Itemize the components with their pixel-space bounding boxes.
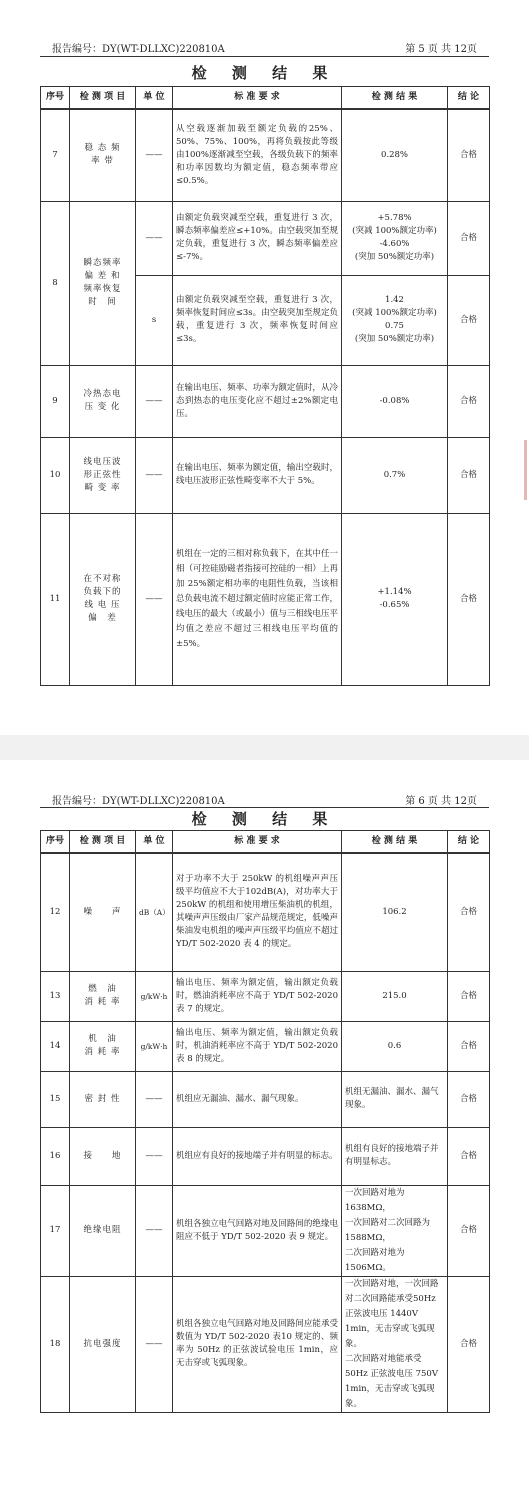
row-conclusion: 合格: [448, 1127, 490, 1185]
row-item: 线电压波 形正弦性 畸 变 率: [70, 437, 136, 513]
table-row: [41, 853, 490, 971]
row-item: 密 封 性: [70, 1071, 136, 1127]
row-item: 机 油 消 耗 率: [70, 1021, 136, 1071]
table-row: [41, 513, 490, 685]
row-result: 0.28%: [342, 109, 448, 201]
row-unit: dB（A）: [136, 853, 173, 971]
header-rule: [40, 56, 489, 57]
row-result: 一次回路对地为1638MΩ， 一次回路对二次回路为 1588MΩ， 二次回路对地为1506MΩ。: [342, 1185, 448, 1276]
row-requirement: 机组各独立电气回路对地及回路间的绝缘电阻应不低于 YD/T 502-2020 表 9 规定。: [173, 1185, 342, 1276]
row-result: +1.14% -0.65%: [342, 513, 448, 685]
col-header-conclusion: 结 论: [448, 87, 490, 110]
row-conclusion: 合格: [448, 1185, 490, 1276]
table-row: [41, 1021, 490, 1071]
table-row: [41, 365, 490, 437]
row-no: 11: [41, 513, 70, 685]
row-conclusion: 合格: [448, 971, 490, 1021]
row-item: 冷热态电 压 变 化: [70, 365, 136, 437]
results-table: [40, 830, 490, 1413]
table-header-row: [41, 831, 490, 854]
row-unit: s: [136, 275, 173, 365]
row-item: 接 地: [70, 1127, 136, 1185]
row-unit: ——: [136, 365, 173, 437]
row-requirement: 在输出电压、频率为额定值，输出空载时，线电压波形正弦性畸变率不大于 5%。: [173, 437, 342, 513]
row-conclusion: 合格: [448, 1276, 490, 1412]
row-requirement: 从空载逐渐加载至额定负载的25%、50%、75%、100%，再将负载按此等级由100%逐渐减至空载，各级负载下的频率和功率因数均为额定值，稳态频率带应≤0.5%。: [173, 109, 342, 201]
row-conclusion: 合格: [448, 853, 490, 971]
row-no: 14: [41, 1021, 70, 1071]
section-title: 检 测 结 果: [191, 64, 338, 82]
row-no: 7: [41, 109, 70, 201]
row-unit: ——: [136, 1071, 173, 1127]
row-item: 燃 油 消 耗 率: [70, 971, 136, 1021]
row-item: 绝缘电阻: [70, 1185, 136, 1276]
row-no: 18: [41, 1276, 70, 1412]
row-no: 8: [41, 201, 70, 365]
report-page-5: [0, 0, 529, 735]
report-number: 报告编号：DY(WT-DLLXC)220810A: [52, 44, 225, 55]
report-number: 报告编号：DY(WT-DLLXC)220810A: [52, 796, 225, 807]
row-result: 0.6: [342, 1021, 448, 1071]
row-item: 噪 声: [70, 853, 136, 971]
row-unit: ——: [136, 513, 173, 685]
col-header-no: 序号: [41, 831, 70, 854]
table-row: [41, 201, 490, 275]
row-conclusion: 合格: [448, 513, 490, 685]
table-row: [41, 1071, 490, 1127]
row-item: 在不对称 负载下的 线 电 压 偏 差: [70, 513, 136, 685]
row-requirement: 输出电压、频率为额定值，输出额定负载时，机油消耗率应不高于 YD/T 502-2020 表 8 的规定。: [173, 1021, 342, 1071]
page-number: 第 5 页 共 12页: [405, 44, 477, 55]
row-no: 16: [41, 1127, 70, 1185]
row-no: 17: [41, 1185, 70, 1276]
table-header-row: [41, 87, 490, 110]
row-result: +5.78% (突减 100%额定功率) -4.60% (突加 50%额定功率): [342, 201, 448, 275]
col-header-item: 检 测 项 目: [70, 831, 136, 854]
row-result: 机组有良好的接地端子并有明显标志。: [342, 1127, 448, 1185]
row-result: 机组无漏油、漏水、漏气现象。: [342, 1071, 448, 1127]
row-unit: ——: [136, 1276, 173, 1412]
page-number: 第 6 页 共 12页: [405, 796, 477, 807]
row-result: 一次回路对地，一次回路对二次回路能承受50Hz 正弦波电压 1440V 1min，无击穿或飞弧现象。 二次回路对地能承受 50Hz 正弦波电压 750V 1min，无击穿或飞弧现象。: [342, 1276, 448, 1412]
row-conclusion: 合格: [448, 1021, 490, 1071]
col-header-item: 检 测 项 目: [70, 87, 136, 110]
row-no: 15: [41, 1071, 70, 1127]
row-requirement: 机组在一定的三相对称负载下，在其中任一相（可控硅励磁者指接可控硅的一相）上再加 25%额定相功率的电阻性负载，当该相总负载电流不超过额定值时应能正常工作，线电压的最大（或最小）值与三相线电压平均值之差应不超过三相线电压平均值的±5%。: [173, 513, 342, 685]
row-requirement: 机组各独立电气回路对地及回路间应能承受数值为 YD/T 502-2020 表10 规定的、频率为 50Hz 的正弦波试验电压 1min，应无击穿或飞弧现象。: [173, 1276, 342, 1412]
row-requirement: 由额定负载突减至空载，重复进行 3 次，瞬态频率偏差应≤+10%。由空载突加至规定负载，重复进行 3 次，瞬态频率偏差应≤-7%。: [173, 201, 342, 275]
scan-edge-mark: [524, 440, 527, 500]
report-page-6: [0, 760, 529, 1500]
col-header-unit: 单 位: [136, 831, 173, 854]
table-row: [41, 971, 490, 1021]
row-result: -0.08%: [342, 365, 448, 437]
row-result: 215.0: [342, 971, 448, 1021]
row-unit: ——: [136, 1185, 173, 1276]
row-conclusion: 合格: [448, 201, 490, 275]
section-title: 检 测 结 果: [191, 810, 338, 828]
col-header-unit: 单 位: [136, 87, 173, 110]
row-no: 13: [41, 971, 70, 1021]
results-table: [40, 86, 490, 686]
row-requirement: 输出电压、频率为额定值，输出额定负载时，燃油消耗率应不高于 YD/T 502-2020 表 7 的规定。: [173, 971, 342, 1021]
row-conclusion: 合格: [448, 275, 490, 365]
col-header-requirement: 标 准 要 求: [173, 87, 342, 110]
row-conclusion: 合格: [448, 365, 490, 437]
row-conclusion: 合格: [448, 1071, 490, 1127]
row-no: 10: [41, 437, 70, 513]
row-unit: g/kW·h: [136, 1021, 173, 1071]
table-row: [41, 1127, 490, 1185]
row-unit: g/kW·h: [136, 971, 173, 1021]
row-result: 0.7%: [342, 437, 448, 513]
row-requirement: 机组应无漏油、漏水、漏气现象。: [173, 1071, 342, 1127]
row-item: 抗电强度: [70, 1276, 136, 1412]
row-requirement: 机组应有良好的接地端子并有明显的标志。: [173, 1127, 342, 1185]
table-row: [41, 109, 490, 201]
row-requirement: 对于功率不大于 250kW 的机组噪声声压级平均值应不大于102dB(A)，对功率大于 250kW 的机组和使用增压柴油机的机组，其噪声声压级由厂家产品规范规定，低噪声柴油发电机组的噪声声压级平均值应不超过 YD/T 502-2020 表 4 的规定。: [173, 853, 342, 971]
col-header-result: 检 测 结 果: [342, 87, 448, 110]
row-unit: ——: [136, 201, 173, 275]
table-row: [41, 1276, 490, 1412]
row-result: 106.2: [342, 853, 448, 971]
row-unit: ——: [136, 1127, 173, 1185]
col-header-requirement: 标 准 要 求: [173, 831, 342, 854]
row-unit: ——: [136, 109, 173, 201]
row-item: 稳 态 频 率 带: [70, 109, 136, 201]
table-row: [41, 1185, 490, 1276]
row-requirement: 在输出电压、频率、功率为额定值时，从冷态到热态的电压变化应不超过±2%额定电压。: [173, 365, 342, 437]
col-header-conclusion: 结 论: [448, 831, 490, 854]
row-no: 12: [41, 853, 70, 971]
row-unit: ——: [136, 437, 173, 513]
row-item: 瞬态频率 偏 差 和 频率恢复 时 间: [70, 201, 136, 365]
row-conclusion: 合格: [448, 437, 490, 513]
table-row: [41, 437, 490, 513]
col-header-result: 检 测 结 果: [342, 831, 448, 854]
row-conclusion: 合格: [448, 109, 490, 201]
row-result: 1.42 (突减 100%额定功率) 0.75 (突加 50%额定功率): [342, 275, 448, 365]
row-no: 9: [41, 365, 70, 437]
row-requirement: 由额定负载突减至空载，重复进行 3 次，频率恢复时间应≤3s。由空载突加至规定负载，重复进行 3 次，频率恢复时间应≤3s。: [173, 275, 342, 365]
col-header-no: 序号: [41, 87, 70, 110]
